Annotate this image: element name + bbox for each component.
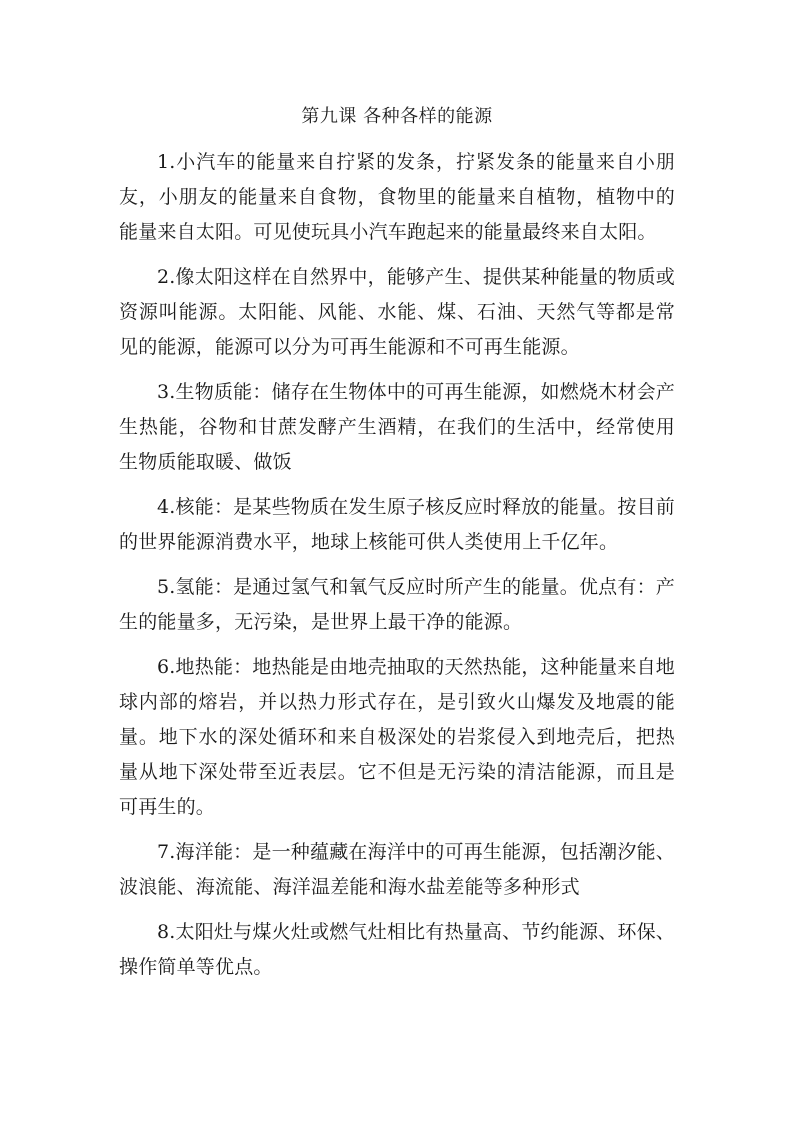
paragraph-5: 5.氢能：是通过氢气和氧气反应时所产生的能量。优点有：产生的能量多，无污染，是世界上最干净的能源。 — [119, 576, 675, 633]
document-body — [119, 145, 675, 995]
paragraph-2: 2.像太阳这样在自然界中，能够产生、提供某种能量的物质或资源叫能源。太阳能、风能、水能、煤、石油、天然气等都是常见的能源，能源可以分为可再生能源和不可再生能源。 — [119, 266, 675, 358]
paragraph-6: 6.地热能：地热能是由地壳抽取的天然热能，这种能量来自地球内部的熔岩，并以热力形式存在，是引致火山爆发及地震的能量。地下水的深处循环和来自极深处的岩浆侵入到地壳后，把热量从地下深处带至近表层。它不但是无污染的清洁能源，而且是可再生的。 — [119, 656, 675, 818]
paragraph-7: 7.海洋能：是一种蕴藏在海洋中的可再生能源，包括潮汐能、波浪能、海流能、海洋温差能和海水盐差能等多种形式 — [119, 841, 675, 898]
paragraph-4: 4.核能：是某些物质在发生原子核反应时释放的能量。按目前的世界能源消费水平，地球上核能可供人类使用上千亿年。 — [119, 496, 675, 553]
paragraph-8: 8.太阳灶与煤火灶或燃气灶相比有热量高、节约能源、环保、操作简单等优点。 — [119, 921, 675, 978]
paragraph-3: 3.生物质能：储存在生物体中的可再生能源，如燃烧木材会产生热能，谷物和甘蔗发酵产生酒精，在我们的生活中，经常使用生物质能取暖、做饭 — [119, 381, 675, 473]
paragraph-1: 1.小汽车的能量来自拧紧的发条，拧紧发条的能量来自小朋友，小朋友的能量来自食物，食物里的能量来自植物，植物中的能量来自太阳。可见使玩具小汽车跑起来的能量最终来自太阳。 — [119, 151, 675, 243]
page-title: 第九课 各种各样的能源 — [301, 106, 493, 127]
